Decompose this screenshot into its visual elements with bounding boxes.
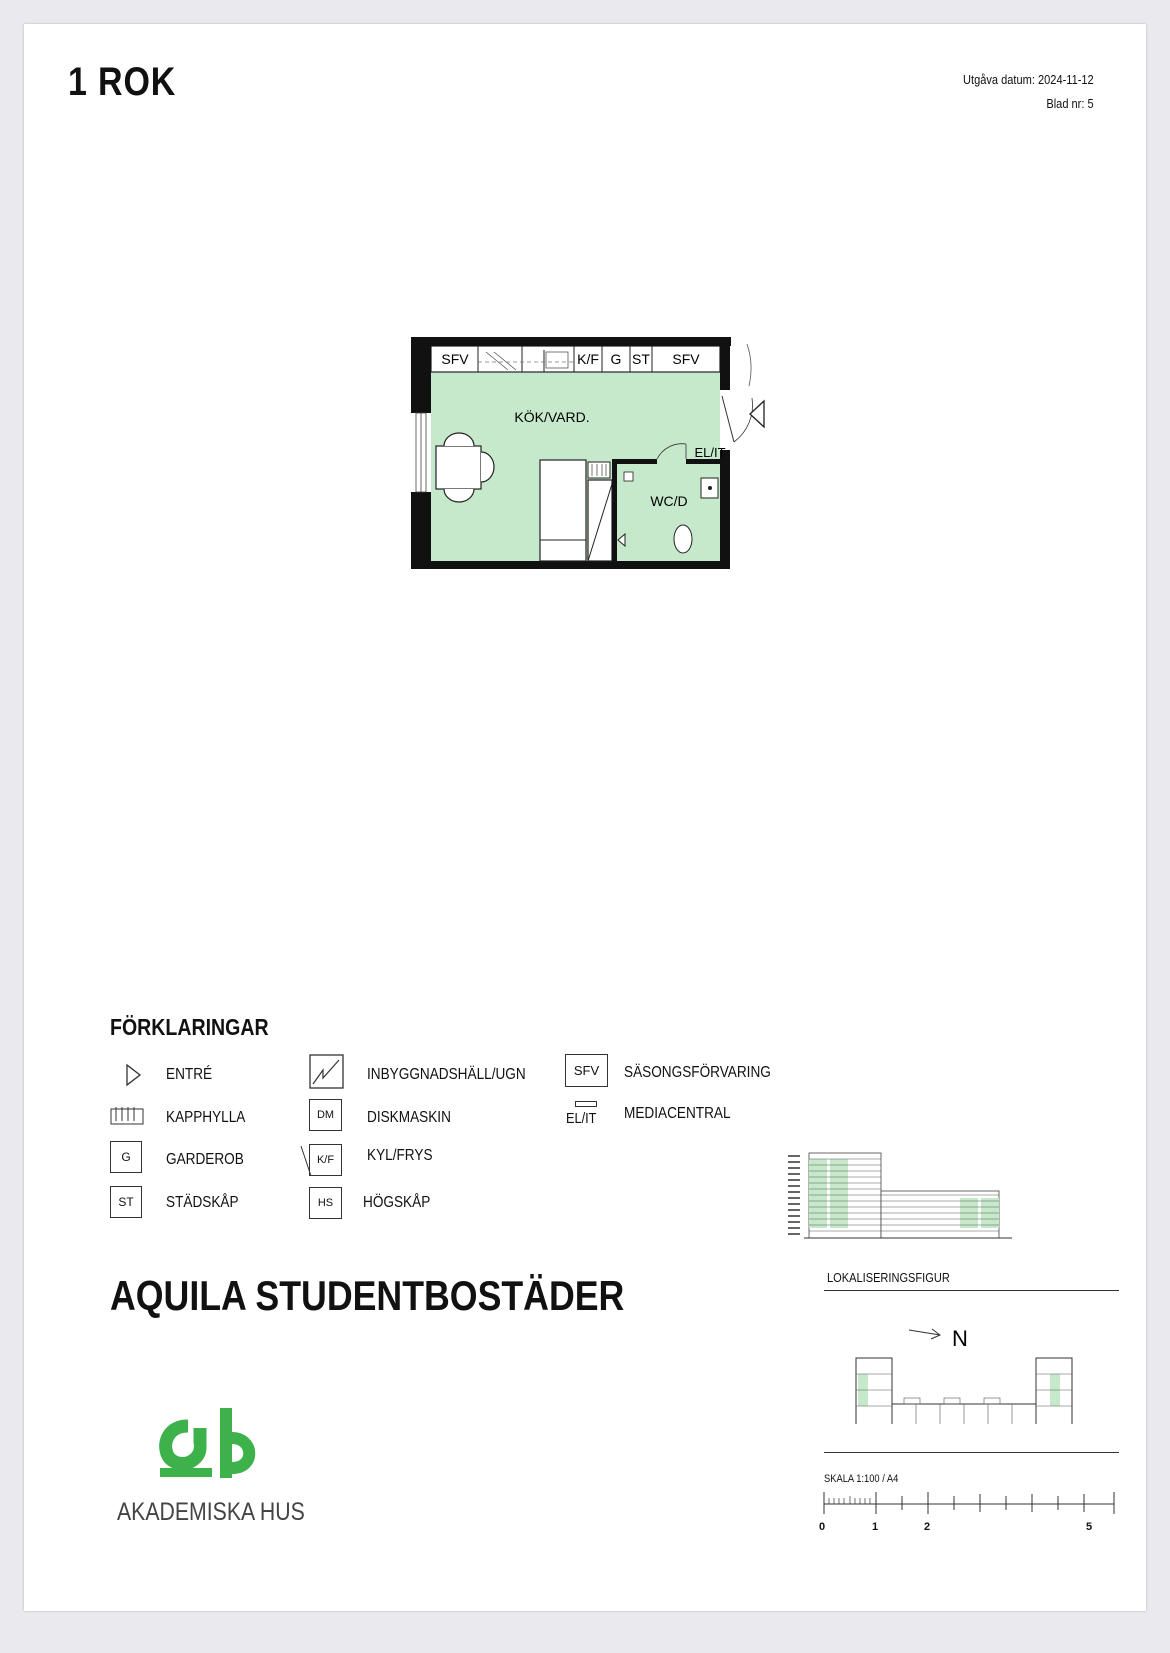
- entrance-marker-icon: [750, 401, 764, 427]
- legend-inbyggnad: INBYGGNADSHÄLL/UGN: [367, 1066, 526, 1083]
- sheet-number-label: Blad nr:: [1046, 96, 1085, 111]
- wall-right-lower: [720, 450, 730, 569]
- issue-date: [963, 72, 1094, 87]
- room-label-wc: WC/D: [650, 493, 688, 509]
- localization-label: LOKALISERINGSFIGUR: [827, 1270, 950, 1285]
- north-arrow-icon: [909, 1330, 940, 1335]
- logo-text: AKADEMISKA HUS: [117, 1498, 305, 1526]
- code-box-st: ST: [110, 1186, 142, 1218]
- wall-left-upper: [411, 337, 431, 413]
- scale-tick-5: 5: [1086, 1521, 1093, 1533]
- entrance-triangle-icon: [124, 1063, 144, 1087]
- code-box-kf: K/F: [309, 1144, 342, 1176]
- sheet-number: [1047, 96, 1094, 111]
- divider-top: [824, 1290, 1119, 1291]
- scale-bar: [820, 1486, 1120, 1516]
- sheet-number-value: 5: [1087, 96, 1094, 111]
- scale-label: SKALA 1:100 / A4: [824, 1473, 899, 1485]
- legend-kapphylla: KAPPHYLLA: [166, 1109, 246, 1126]
- wall-right-upper: [720, 346, 730, 390]
- legend-hogskap: HÖGSKÅP: [363, 1194, 431, 1211]
- cabinet-label-kf: K/F: [577, 351, 599, 367]
- wall-bottom: [411, 561, 730, 569]
- media-outlet-icon: [575, 1101, 597, 1107]
- entrance-door: [722, 396, 734, 442]
- legend-title: FÖRKLARINGAR: [110, 1014, 269, 1040]
- divider-bottom: [824, 1452, 1119, 1453]
- elevation-figure: [784, 1149, 1084, 1244]
- scale-tick-0: 0: [819, 1521, 826, 1533]
- issue-date-label: Utgåva datum:: [963, 72, 1036, 87]
- hob-oven-legend-icon: [309, 1054, 345, 1090]
- el-it-label: EL/IT: [694, 445, 726, 460]
- wall-wc-top: [612, 459, 657, 464]
- legend-entre: ENTRÉ: [166, 1066, 213, 1083]
- north-label: N: [952, 1326, 968, 1351]
- cabinet-label-sfv-left: SFV: [441, 351, 469, 367]
- code-box-hs: HS: [309, 1187, 342, 1219]
- cabinet-label-sfv-right: SFV: [672, 351, 700, 367]
- akademiska-hus-logo: [158, 1404, 268, 1484]
- wall-top: [411, 337, 731, 346]
- document-sheet: [24, 24, 1146, 1611]
- legend-sasong: SÄSONGSFÖRVARING: [624, 1064, 771, 1081]
- project-name: AQUILA STUDENTBOSTÄDER: [110, 1272, 625, 1319]
- legend-diskmaskin: DISKMASKIN: [367, 1109, 451, 1126]
- scale-tick-2: 2: [924, 1521, 931, 1533]
- legend-stadskap: STÄDSKÅP: [166, 1194, 239, 1211]
- wall-left-lower: [411, 492, 431, 569]
- bed: [540, 460, 586, 561]
- coat-rack: [588, 462, 610, 478]
- cabinet-label-st: ST: [632, 351, 650, 367]
- wall-wc-left: [612, 459, 617, 561]
- code-box-dm: DM: [309, 1099, 342, 1131]
- dining-table: [436, 446, 481, 489]
- code-box-g: G: [110, 1141, 142, 1173]
- toilet: [674, 525, 692, 553]
- floor-plan: [404, 324, 824, 614]
- issue-date-value: 2024-11-12: [1038, 72, 1094, 87]
- room-label-main: KÖK/VARD.: [514, 409, 590, 425]
- scale-tick-1: 1: [872, 1521, 879, 1533]
- cabinet-label-g: G: [610, 351, 622, 367]
- page-title: 1 ROK: [68, 60, 177, 104]
- code-box-sfv: SFV: [565, 1054, 608, 1087]
- code-elit: EL/IT: [566, 1110, 597, 1127]
- legend-media: MEDIACENTRAL: [624, 1105, 731, 1122]
- legend-garderob: GARDEROB: [166, 1151, 244, 1168]
- coat-rack-icon: [110, 1106, 144, 1126]
- site-plan-figure: [824, 1314, 1084, 1424]
- legend-kylfrys: KYL/FRYS: [367, 1147, 433, 1164]
